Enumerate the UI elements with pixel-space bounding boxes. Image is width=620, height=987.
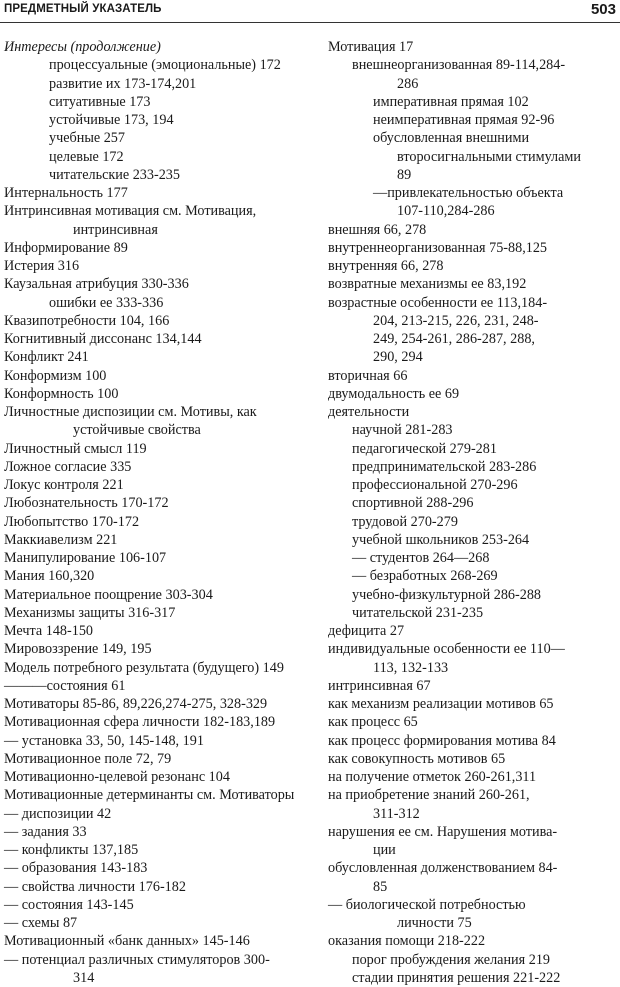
index-subentry: — биологической потребностью bbox=[328, 896, 526, 913]
index-subentry: ситуативные 173 bbox=[49, 93, 151, 110]
index-entry: Информирование 89 bbox=[4, 239, 128, 256]
index-subentry: ошибки ее 333-336 bbox=[49, 294, 164, 311]
index-subentry: дефицита 27 bbox=[328, 623, 405, 639]
index-entry: Личностные диспозиции см. Мотивы, как bbox=[4, 404, 257, 420]
index-entry: Квазипотребности 104, 166 bbox=[4, 312, 170, 329]
index-subentry: вторичная 66 bbox=[328, 367, 408, 384]
index-continuation: 204, 213-215, 226, 231, 248- bbox=[373, 312, 539, 329]
index-subentry: процессуальные (эмоциональные) 172 bbox=[49, 57, 281, 74]
index-subentry: как процесс 65 bbox=[328, 714, 418, 731]
index-continuation: 286 bbox=[397, 75, 419, 92]
index-entry: ———состояния 61 bbox=[4, 677, 126, 694]
index-continuation: 249, 254-261, 286-287, 288, bbox=[373, 331, 535, 347]
index-entry: — образования 143-183 bbox=[4, 860, 148, 877]
index-entry: Модель потребного результата (будущего) 149 bbox=[4, 659, 284, 676]
index-entry: Конформизм 100 bbox=[4, 367, 107, 384]
index-subentry: профессиональной 270-296 bbox=[352, 477, 518, 493]
index-continuation: личности 75 bbox=[397, 915, 472, 931]
index-entry: Любопытство 170-172 bbox=[4, 513, 140, 530]
index-subentry: нарушения ее см. Нарушения мотива- bbox=[328, 823, 558, 840]
index-subentry: двумодальность ее 69 bbox=[328, 385, 460, 402]
index-subentry: внешняя 66, 278 bbox=[328, 221, 427, 238]
page-number: 503 bbox=[590, 1, 616, 18]
index-subentry: учебной школьников 253-264 bbox=[352, 531, 530, 548]
index-entry: Мотивационно-целевой резонанс 104 bbox=[4, 769, 230, 785]
index-subentry: возвратные механизмы ее 83,192 bbox=[328, 276, 527, 293]
index-entry: Любознательность 170-172 bbox=[4, 495, 169, 512]
index-subentry: — безработных 268-269 bbox=[352, 568, 498, 585]
index-column-right bbox=[328, 38, 616, 987]
index-subentry: обусловленная внешними bbox=[373, 130, 530, 147]
index-subentry: на приобретение знаний 260-261, bbox=[328, 787, 530, 804]
index-continuation: 89 bbox=[397, 166, 412, 183]
index-subentry: деятельности bbox=[328, 404, 410, 420]
index-subentry: индивидуальные особенности ее 110— bbox=[328, 641, 565, 658]
index-continuation: устойчивые свойства bbox=[73, 422, 201, 439]
index-subentry: — студентов 264—268 bbox=[352, 550, 490, 566]
index-continuation: 85 bbox=[373, 878, 388, 895]
index-entry: — установка 33, 50, 145-148, 191 bbox=[4, 732, 204, 749]
index-entry: — схемы 87 bbox=[4, 915, 78, 931]
index-subentry: спортивной 288-296 bbox=[352, 495, 474, 512]
index-subentry: обусловленная долженствованием 84- bbox=[328, 860, 558, 877]
index-subentry: стадии принятия решения 221-222 bbox=[352, 969, 561, 986]
index-continuation: интринсивная bbox=[73, 221, 158, 238]
index-entry: Мотивационное поле 72, 79 bbox=[4, 750, 172, 767]
index-subentry: императивная прямая 102 bbox=[373, 93, 529, 110]
index-subentry: предпринимательской 283-286 bbox=[352, 458, 537, 475]
index-entry: Мотивационные детерминанты см. Мотиваторы bbox=[4, 787, 295, 804]
index-entry: — конфликты 137,185 bbox=[4, 842, 139, 858]
index-subentry: читательские 233-235 bbox=[49, 166, 180, 183]
index-entry: — диспозиции 42 bbox=[4, 805, 112, 822]
index-subentry: учебно-физкультурной 286-288 bbox=[352, 586, 542, 603]
index-entry: Истерия 316 bbox=[4, 258, 80, 274]
index-entry: Материальное поощрение 303-304 bbox=[4, 586, 213, 603]
index-entry: Личностный смысл 119 bbox=[4, 440, 147, 457]
index-entry: — состояния 143-145 bbox=[4, 896, 134, 913]
index-subentry: внутреннеорганизованная 75-88,125 bbox=[328, 239, 548, 256]
index-entry: Мечта 148-150 bbox=[4, 623, 94, 639]
index-subentry: интринсивная 67 bbox=[328, 677, 431, 694]
index-subentry: целевые 172 bbox=[49, 148, 124, 165]
index-continuation: 314 bbox=[73, 969, 95, 986]
index-subentry: как механизм реализации мотивов 65 bbox=[328, 696, 554, 712]
index-entry: — свойства личности 176-182 bbox=[4, 878, 186, 895]
index-subentry: устойчивые 173, 194 bbox=[49, 112, 174, 128]
index-column-left bbox=[4, 38, 304, 987]
index-entry: Маккиавелизм 221 bbox=[4, 531, 118, 548]
index-entry: Ложное согласие 335 bbox=[4, 458, 132, 475]
index-heading: Интересы (продолжение) bbox=[4, 39, 161, 55]
index-subentry: внутренняя 66, 278 bbox=[328, 258, 444, 274]
index-continuation: 290, 294 bbox=[373, 349, 423, 366]
index-entry: Мировоззрение 149, 195 bbox=[4, 641, 152, 658]
index-entry: Мания 160,320 bbox=[4, 568, 95, 585]
index-subentry: порог пробуждения желания 219 bbox=[352, 951, 551, 968]
index-entry: Интринсивная мотивация см. Мотивация, bbox=[4, 203, 257, 220]
index-entry: Манипулирование 106-107 bbox=[4, 550, 167, 566]
index-subentry: оказания помощи 218-222 bbox=[328, 933, 486, 950]
index-entry: Мотивация 17 bbox=[328, 39, 414, 55]
index-entry: Каузальная атрибуция 330-336 bbox=[4, 276, 189, 293]
index-subentry: научной 281-283 bbox=[352, 422, 453, 439]
index-subentry: на получение отметок 260-261,311 bbox=[328, 769, 537, 785]
index-entry: Интернальность 177 bbox=[4, 185, 128, 201]
index-continuation: 113, 132-133 bbox=[373, 659, 449, 676]
index-entry: Когнитивный диссонанс 134,144 bbox=[4, 331, 202, 347]
index-entry: Конфликт 241 bbox=[4, 349, 89, 366]
index-continuation: второсигнальными стимулами bbox=[397, 148, 581, 165]
index-subentry: внешнеорганизованная 89-114,284- bbox=[352, 57, 566, 74]
index-entry: Локус контроля 221 bbox=[4, 477, 124, 493]
index-subentry: неимперативная прямая 92-96 bbox=[373, 112, 555, 128]
running-header-title: ПРЕДМЕТНЫЙ УКАЗАТЕЛЬ bbox=[4, 3, 162, 15]
index-entry: Мотивационная сфера личности 182-183,189 bbox=[4, 714, 276, 731]
index-continuation: 107-110,284-286 bbox=[397, 203, 495, 220]
index-subentry: как совокупность мотивов 65 bbox=[328, 750, 506, 767]
index-entry: Мотивационный «банк данных» 145-146 bbox=[4, 933, 250, 950]
index-entry: — потенциал различных стимуляторов 300- bbox=[4, 951, 270, 968]
index-subentry: педагогической 279-281 bbox=[352, 440, 497, 457]
index-subentry: —привлекательностью объекта bbox=[373, 185, 564, 201]
index-continuation: 311-312 bbox=[373, 805, 420, 822]
index-subentry: как процесс формирования мотива 84 bbox=[328, 732, 556, 749]
index-subentry: возрастные особенности ее 113,184- bbox=[328, 294, 548, 311]
index-entry: Конформность 100 bbox=[4, 385, 119, 402]
index-continuation: ции bbox=[373, 842, 396, 858]
index-subentry: трудовой 270-279 bbox=[352, 513, 458, 530]
index-entry: Мотиваторы 85-86, 89,226,274-275, 328-329 bbox=[4, 696, 268, 712]
index-entry: Механизмы защиты 316-317 bbox=[4, 604, 176, 621]
index-entry: — задания 33 bbox=[4, 823, 87, 840]
index-subentry: учебные 257 bbox=[49, 130, 125, 147]
index-subentry: читательской 231-235 bbox=[352, 604, 484, 621]
page-header bbox=[0, 0, 620, 23]
index-subentry: развитие их 173-174,201 bbox=[49, 75, 197, 92]
